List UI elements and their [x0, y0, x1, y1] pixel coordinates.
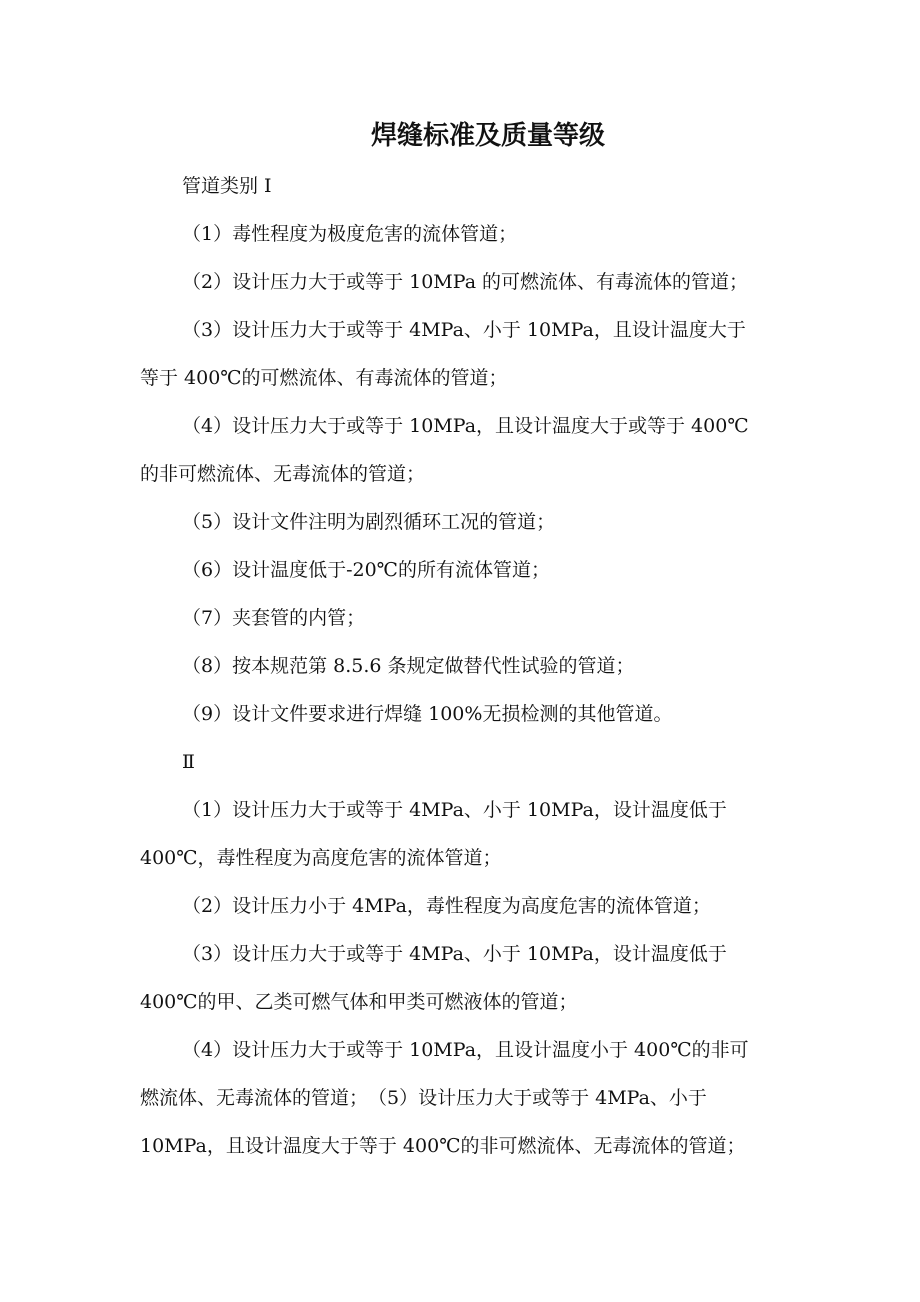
category-1-item-4: （4）设计压力大于或等于 10MPa，且设计温度大于或等于 400℃: [182, 415, 749, 437]
category-2-item-1-cont: 400℃，毒性程度为高度危害的流体管道；: [140, 847, 502, 869]
category-2-item-5-cont: 10MPa，且设计温度大于等于 400℃的非可燃流体、无毒流体的管道；: [140, 1135, 746, 1157]
category-1-item-5: （5）设计文件注明为剧烈循环工况的管道；: [182, 511, 556, 533]
category-1-item-7: （7）夹套管的内管；: [182, 607, 366, 629]
category-1-item-3: （3）设计压力大于或等于 4MPa、小于 10MPa，且设计温度大于: [182, 319, 746, 341]
category-2-heading: Ⅱ: [182, 751, 195, 773]
category-1-item-2: （2）设计压力大于或等于 10MPa 的可燃流体、有毒流体的管道；: [182, 271, 749, 293]
category-1-item-8: （8）按本规范第 8.5.6 条规定做替代性试验的管道；: [182, 655, 635, 677]
category-2-item-3-cont: 400℃的甲、乙类可燃气体和甲类可燃液体的管道；: [140, 991, 578, 1013]
document-title: 焊缝标准及质量等级: [370, 121, 605, 151]
category-1-item-9: （9）设计文件要求进行焊缝 100%无损检测的其他管道。: [182, 703, 673, 725]
category-heading: 管道类别 Ⅰ: [182, 175, 272, 197]
category-1-item-6: （6）设计温度低于-20℃的所有流体管道；: [182, 559, 550, 581]
category-1-item-3-cont: 等于 400℃的可燃流体、有毒流体的管道；: [140, 367, 508, 389]
category-2-item-4: （4）设计压力大于或等于 10MPa，且设计温度小于 400℃的非可: [182, 1039, 749, 1061]
category-2-item-2: （2）设计压力小于 4MPa，毒性程度为高度危害的流体管道；: [182, 895, 711, 917]
category-2-item-1: （1）设计压力大于或等于 4MPa、小于 10MPa，设计温度低于: [182, 799, 727, 821]
category-1-item-4-cont: 的非可燃流体、无毒流体的管道；: [140, 463, 426, 485]
category-1-item-1: （1）毒性程度为极度危害的流体管道；: [182, 223, 518, 245]
category-2-item-4-5: 燃流体、无毒流体的管道； （5）设计压力大于或等于 4MPa、小于: [140, 1087, 707, 1109]
category-2-item-3: （3）设计压力大于或等于 4MPa、小于 10MPa，设计温度低于: [182, 943, 727, 965]
